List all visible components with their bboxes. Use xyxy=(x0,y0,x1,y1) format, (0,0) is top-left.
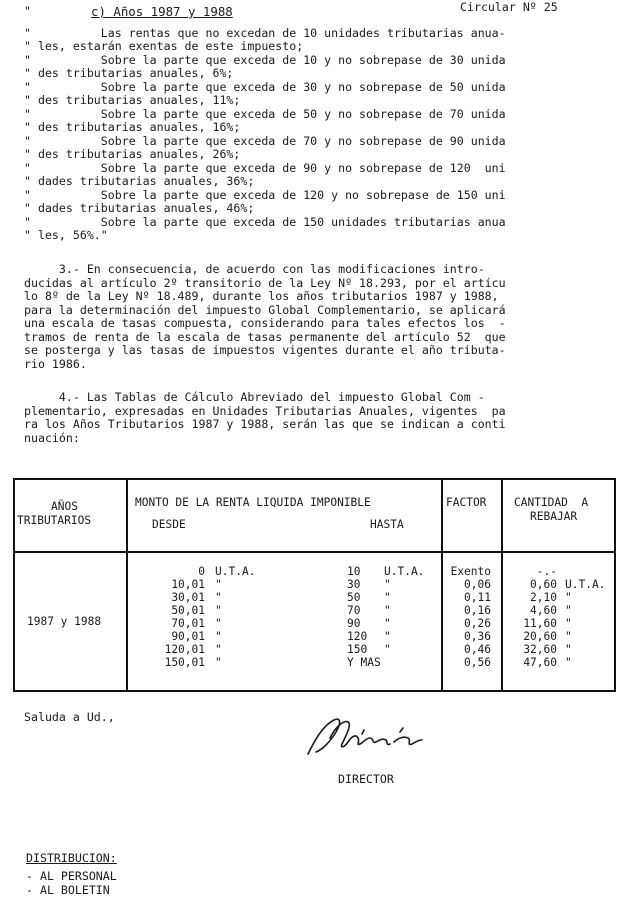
column-divider xyxy=(126,478,128,692)
cell-from: 150,01 xyxy=(164,656,205,669)
cell-deduct-unit: U.T.A. xyxy=(565,578,606,591)
cell-to-unit: " xyxy=(384,617,391,630)
cell-deduct-unit: " xyxy=(565,643,572,656)
header-deduct: CANTIDAD A xyxy=(514,496,589,509)
cell-deduct-unit: " xyxy=(565,630,572,643)
cell-to-unit: " xyxy=(384,591,391,604)
cell-from: 10,01 xyxy=(171,578,205,591)
section-title: c) Años 1987 y 1988 xyxy=(91,4,233,19)
signer-title: DIRECTOR xyxy=(338,772,394,786)
header-to: HASTA xyxy=(370,518,404,531)
greeting: Saluda a Ud., xyxy=(24,710,115,724)
cell-factor: 0,56 xyxy=(464,656,491,669)
cell-from: 30,01 xyxy=(171,591,205,604)
cell-deduct-unit: " xyxy=(565,604,572,617)
text-line: " Sobre la parte que exceda de 50 y no sobrepase de 70 unida xyxy=(24,107,506,121)
distribution-heading: DISTRIBUCION: xyxy=(26,851,117,865)
distribution-item: - AL BOLETIN xyxy=(26,883,110,897)
section-quote: " xyxy=(24,4,31,18)
text-line: " dades tributarias anuales, 46%; xyxy=(24,201,255,215)
text-line: " Sobre la parte que exceda de 120 y no sobrepase de 150 uni xyxy=(24,188,506,202)
cell-from-unit: " xyxy=(215,617,222,630)
header-years: AÑOS xyxy=(51,500,78,513)
cell-deduct-unit: " xyxy=(565,656,572,669)
cell-from-unit: " xyxy=(215,604,222,617)
cell-from-unit: U.T.A. xyxy=(215,565,256,578)
text-line: plementario, expresadas en Unidades Tributarias Anuales, vigentes pa xyxy=(24,404,506,418)
cell-to-unit: " xyxy=(384,630,391,643)
distribution-item: - AL PERSONAL xyxy=(26,869,117,883)
text-line: lo 8º de la Ley Nº 18.489, durante los años tributarios 1987 y 1988, xyxy=(24,289,499,303)
text-line: " Sobre la parte que exceda de 150 unidades tributarias anua xyxy=(24,215,506,229)
cell-deduct: 47,60 xyxy=(523,656,557,669)
text-line: rio 1986. xyxy=(24,357,87,371)
text-line: una escala de tasas compuesta, considerando para tales efectos los - xyxy=(24,316,506,330)
cell-from-unit: " xyxy=(215,630,222,643)
text-line: " Sobre la parte que exceda de 70 y no sobrepase de 90 unida xyxy=(24,134,506,148)
text-line: " des tributarias anuales, 26%; xyxy=(24,147,241,161)
cell-deduct-unit: " xyxy=(565,591,572,604)
cell-to: 30 xyxy=(347,578,361,591)
years-value: 1987 y 1988 xyxy=(27,615,102,628)
text-line: " les, 56%." xyxy=(24,228,108,242)
cell-factor: 0,26 xyxy=(464,617,491,630)
text-line: ducidas al artículo 2º transitorio de la Ley Nº 18.293, por el artícu xyxy=(24,276,506,290)
text-line: nuación: xyxy=(24,431,80,445)
text-line: " Sobre la parte que exceda de 10 y no sobrepase de 30 unida xyxy=(24,53,506,67)
cell-from-unit: " xyxy=(215,578,222,591)
text-line: " les, estarán exentas de este impuesto; xyxy=(24,39,304,53)
header-years: TRIBUTARIOS xyxy=(17,514,92,527)
cell-from: 120,01 xyxy=(164,643,205,656)
cell-to-unit: " xyxy=(384,578,391,591)
cell-deduct: 20,60 xyxy=(523,630,557,643)
cell-deduct: 32,60 xyxy=(523,643,557,656)
cell-factor: 0,16 xyxy=(464,604,491,617)
text-line: 3.- En consecuencia, de acuerdo con las modificaciones intro- xyxy=(24,262,485,276)
column-divider xyxy=(501,478,503,692)
text-line: se posterga y las tasas de impuestos vigentes durante el año tributa- xyxy=(24,343,506,357)
header-from: DESDE xyxy=(152,518,186,531)
cell-deduct: -.- xyxy=(536,565,557,578)
cell-deduct: 0,60 xyxy=(530,578,557,591)
cell-to-unit: " xyxy=(384,604,391,617)
signature xyxy=(300,712,430,766)
cell-to-unit: " xyxy=(384,643,391,656)
header-deduct: REBAJAR xyxy=(530,510,578,523)
cell-to: 90 xyxy=(347,617,361,630)
cell-to: 150 xyxy=(347,643,368,656)
cell-deduct: 2,10 xyxy=(530,591,557,604)
text-line: " dades tributarias anuales, 36%; xyxy=(24,174,255,188)
header-factor: FACTOR xyxy=(446,496,487,509)
cell-to: 10 xyxy=(347,565,361,578)
header-amount: MONTO DE LA RENTA LIQUIDA IMPONIBLE xyxy=(135,496,371,509)
cell-deduct-unit: " xyxy=(565,617,572,630)
text-line: " Sobre la parte que exceda de 90 y no sobrepase de 120 uni xyxy=(24,161,506,175)
text-line: ra los Años Tributarios 1987 y 1988, serán las que se indican a conti xyxy=(24,417,506,431)
text-line: " des tributarias anuales, 11%; xyxy=(24,93,241,107)
cell-to: 50 xyxy=(347,591,361,604)
cell-factor: 0,11 xyxy=(464,591,491,604)
cell-factor: 0,06 xyxy=(464,578,491,591)
cell-factor: 0,36 xyxy=(464,630,491,643)
header-divider xyxy=(13,551,616,553)
cell-from-unit: " xyxy=(215,656,222,669)
cell-deduct: 4,60 xyxy=(530,604,557,617)
text-line: " Las rentas que no excedan de 10 unidades tributarias anua- xyxy=(24,26,506,40)
cell-to: Y MAS xyxy=(347,656,381,669)
cell-from-unit: " xyxy=(215,643,222,656)
cell-to: 70 xyxy=(347,604,361,617)
column-divider xyxy=(441,478,443,692)
text-line: " des tributarias anuales, 6%; xyxy=(24,66,234,80)
cell-from: 70,01 xyxy=(171,617,205,630)
cell-from: 90,01 xyxy=(171,630,205,643)
circular-number: Circular Nº 25 xyxy=(460,0,558,14)
text-line: " des tributarias anuales, 16%; xyxy=(24,120,241,134)
text-line: " Sobre la parte que exceda de 30 y no sobrepase de 50 unida xyxy=(24,80,506,94)
text-line: 4.- Las Tablas de Cálculo Abreviado del impuesto Global Com - xyxy=(24,390,485,404)
cell-from: 50,01 xyxy=(171,604,205,617)
cell-deduct: 11,60 xyxy=(523,617,557,630)
cell-to-unit: U.T.A. xyxy=(384,565,425,578)
cell-from-unit: " xyxy=(215,591,222,604)
text-line: tramos de renta de la escala de tasas permanente del artículo 52 que xyxy=(24,330,506,344)
cell-factor: Exento xyxy=(450,565,491,578)
cell-factor: 0,46 xyxy=(464,643,491,656)
cell-from: 0 xyxy=(198,565,205,578)
cell-to: 120 xyxy=(347,630,368,643)
text-line: para la determinación del impuesto Global Complementario, se aplicará xyxy=(24,303,506,317)
